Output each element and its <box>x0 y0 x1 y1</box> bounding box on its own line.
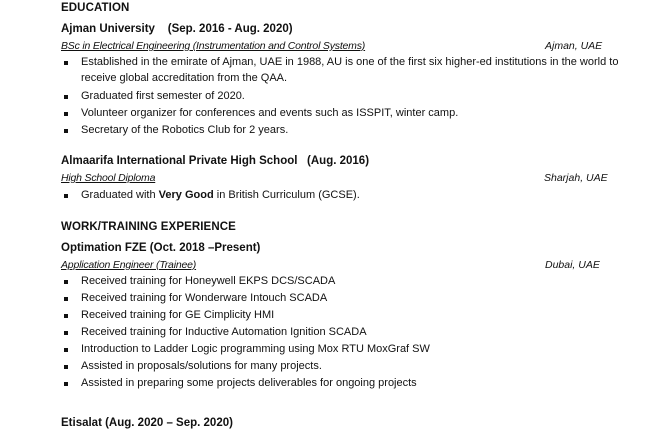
bullet-icon <box>64 331 68 335</box>
edu-org-dates: (Aug. 2016) <box>307 155 370 167</box>
education-heading: EDUCATION <box>61 2 130 14</box>
edu-bullet-ajman-2: Graduated first semester of 2020. <box>81 90 245 102</box>
work-org-optimation: Optimation FZE (Oct. 2018 –Present) <box>61 242 261 254</box>
work-bullet-7: Assisted in preparing some projects deliverables for ongoing projects <box>81 377 417 389</box>
work-bullet-2: Received training for Wonderware Intouch SCADA <box>81 292 328 304</box>
work-bullet-3: Received training for GE Cimplicity HMI <box>81 309 275 321</box>
work-bullet-1: Received training for Honeywell EKPS DCS/SCADA <box>81 275 336 287</box>
edu-bullet-almaarifa-1 <box>81 187 360 203</box>
edu-degree-ajman: BSc in Electrical Engineering (Instrumentation and Control Systems) <box>61 40 366 52</box>
bullet-icon <box>64 297 68 301</box>
work-bullet-5: Introduction to Ladder Logic programming using Mox RTU MoxGraf SW <box>81 343 430 355</box>
work-org-etisalat: Etisalat (Aug. 2020 – Sep. 2020) <box>61 417 233 429</box>
bullet-icon <box>64 314 68 318</box>
work-location-optimation: Dubai, UAE <box>545 259 600 271</box>
work-bullet-6: Assisted in proposals/solutions for many projects. <box>81 360 322 372</box>
bullet-text-suffix: in British Curriculum (GCSE). <box>213 189 360 201</box>
bullet-icon <box>64 382 68 386</box>
edu-location-ajman: Ajman, UAE <box>545 40 603 52</box>
edu-degree-almaarifa: High School Diploma <box>61 172 156 184</box>
edu-location-almaarifa: Sharjah, UAE <box>544 172 608 184</box>
bullet-icon <box>64 95 68 99</box>
bullet-text-bold: Very Good <box>158 189 214 201</box>
edu-bullet-ajman-4: Secretary of the Robotics Club for 2 years. <box>81 124 289 136</box>
edu-bullet-ajman-3: Volunteer organizer for conferences and events such as ISSPIT, winter camp. <box>81 107 459 119</box>
bullet-icon <box>64 365 68 369</box>
edu-bullet-ajman-1: Established in the emirate of Ajman, UAE in 1988, AU is one of the first six higher-ed institutions in the world to receive global accreditation from the QAA. <box>81 56 619 84</box>
bullet-icon <box>64 61 68 65</box>
bullet-icon <box>64 194 68 198</box>
edu-org-dates: (Sep. 2016 - Aug. 2020) <box>167 23 293 35</box>
work-heading: WORK/TRAINING EXPERIENCE <box>61 221 236 233</box>
work-bullet-4: Received training for Inductive Automation Ignition SCADA <box>81 326 367 338</box>
bullet-icon <box>64 280 68 284</box>
work-role-optimation: Application Engineer (Trainee) <box>61 259 197 271</box>
edu-org-almaarifa <box>61 153 369 169</box>
edu-org-name: Ajman University <box>61 23 155 35</box>
bullet-icon <box>64 129 68 133</box>
edu-org-name: Almaarifa International Private High School <box>61 155 298 167</box>
bullet-text-prefix: Graduated with <box>81 189 159 201</box>
bullet-icon <box>64 348 68 352</box>
bullet-icon <box>64 112 68 116</box>
edu-org-ajman <box>61 21 293 37</box>
